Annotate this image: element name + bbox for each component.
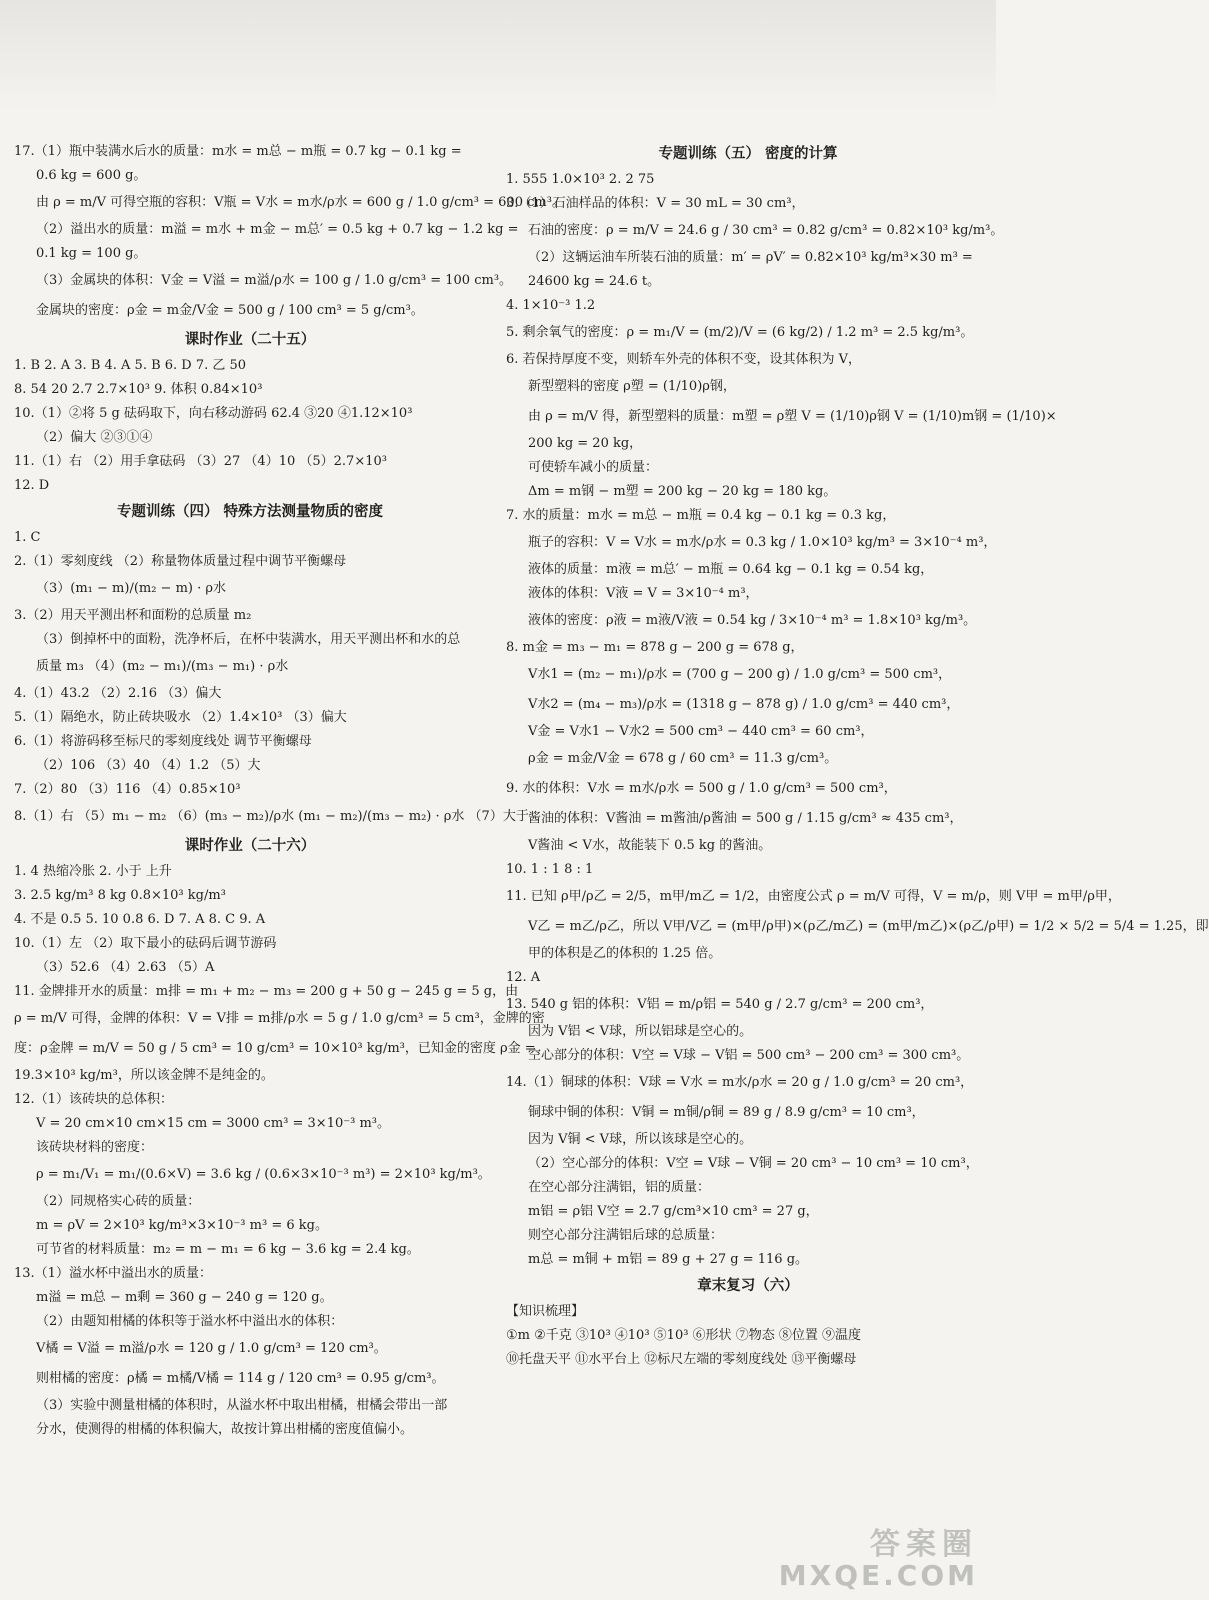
answer-line: 10. 1 : 1 8 : 1 [506,862,594,877]
answer-line: 液体的质量：m液 = m总′ − m瓶 = 0.64 kg − 0.1 kg = 0.54 kg， [528,562,934,577]
answer-line: 【知识梳理】 [506,1304,585,1319]
answer-line: 分水，使测得的柑橘的体积偏大，故按计算出柑橘的密度值偏小。 [36,1422,414,1437]
answer-line: 甲的体积是乙的体积的 1.25 倍。 [528,946,722,961]
answer-line: ⑩托盘天平 ⑪水平台上 ⑫标尺左端的零刻度线处 ⑬平衡螺母 [506,1352,857,1367]
answer-line: 8. m金 = m₃ − m₁ = 878 g − 200 g = 678 g， [506,640,804,655]
answer-line: 则柑橘的密度：ρ橘 = m橘/V橘 = 114 g / 120 cm³ = 0.95 g/cm³。 [36,1371,445,1386]
answer-line: 质量 m₃ （4）(m₂ − m₁)/(m₃ − m₁) · ρ水 [36,659,289,674]
answer-line: V乙 = m乙/ρ乙，所以 V甲/V乙 = (m甲/ρ甲)×(ρ乙/m乙) = (m甲/m乙)×(ρ乙/ρ甲) = 1/2 × 5/2 = 5/4 = 1.25，即 [528,919,1209,934]
answer-line: （3）(m₁ − m)/(m₂ − m) · ρ水 [36,581,227,596]
answer-line: 金属块的密度：ρ金 = m金/V金 = 500 g / 100 cm³ = 5 g/cm³。 [36,303,424,318]
watermark-logo [779,1529,978,1590]
section-heading: 专题训练（四） 特殊方法测量物质的密度 [116,503,384,520]
answer-line: m铝 = ρ铝 V空 = 2.7 g/cm³×10 cm³ = 27 g， [528,1204,819,1219]
watermark-text: 答案圈 [870,1527,978,1563]
answer-line: 10.（1）②将 5 g 砝码取下，向右移动游码 62.4 ③20 ④1.12×10³ [14,406,413,421]
answer-line: V水2 = (m₄ − m₃)/ρ水 = (1318 g − 878 g) / 1.0 g/cm³ = 440 cm³， [528,697,960,712]
answer-line: 液体的体积：V液 = V = 3×10⁻⁴ m³， [528,586,759,601]
answer-line: 8.（1）右 （5）m₁ − m₂ （6）(m₃ − m₂)/ρ水 (m₁ − m₂)/(m₃ − m₂) · ρ水 （7）大于 [14,809,529,824]
answer-line: 5.（1）隔绝水，防止砖块吸水 （2）1.4×10³ （3）偏大 [14,710,347,725]
answer-line: 12. D [14,478,50,493]
answer-line: 24600 kg = 24.6 t。 [528,274,661,289]
answer-line: 由 ρ = m/V 可得空瓶的容积：V瓶 = V水 = m水/ρ水 = 600 g / 1.0 g/cm³ = 600 cm³。 [36,195,565,210]
answer-line: 17.（1）瓶中装满水后水的质量：m水 = m总 − m瓶 = 0.7 kg − 0.1 kg = [14,144,462,159]
answer-line: 7. 水的质量：m水 = m总 − m瓶 = 0.4 kg − 0.1 kg = 0.3 kg， [506,508,896,523]
answer-line: 12. A [506,970,541,985]
answer-line: V = 20 cm×10 cm×15 cm = 3000 cm³ = 3×10⁻³ m³。 [36,1116,390,1131]
answer-line: 度：ρ金牌 = m/V = 50 g / 5 cm³ = 10 g/cm³ = 10×10³ kg/m³，已知金的密度 ρ金 = [14,1041,536,1056]
answer-line: 3.（1）石油样品的体积：V = 30 mL = 30 cm³， [506,196,805,211]
answer-line: （3）倒掉杯中的面粉，洗净杯后，在杯中装满水，用天平测出杯和水的总 [36,632,461,647]
answer-line: V橘 = V溢 = m溢/ρ水 = 120 g / 1.0 g/cm³ = 120 cm³。 [36,1341,387,1356]
answer-line: Δm = m钢 − m塑 = 200 kg − 20 kg = 180 kg。 [528,484,837,499]
answer-line: （2）106 （3）40 （4）1.2 （5）大 [36,758,261,773]
answer-line: ρ = m/V 可得，金牌的体积：V = V排 = m排/ρ水 = 5 g / 1.0 g/cm³ = 5 cm³，金牌的密 [14,1011,545,1026]
answer-line: 8. 54 20 2.7 2.7×10³ 9. 体积 0.84×10³ [14,382,263,397]
answer-line: 13.（1）溢水杯中溢出水的质量： [14,1266,212,1281]
watermark-url: MXQE.COM [778,1558,978,1592]
answer-line: ρ = m₁/V₁ = m₁/(0.6×V) = 3.6 kg / (0.6×3×10⁻³ m³) = 2×10³ kg/m³。 [36,1167,491,1182]
answer-line: ρ金 = m金/V金 = 678 g / 60 cm³ = 11.3 g/cm³。 [528,751,838,766]
answer-line: 则空心部分注满铝后球的总质量： [528,1228,724,1243]
answer-line: 11.（1）右 （2）用手拿砝码 （3）27 （4）10 （5）2.7×10³ [14,454,387,469]
answer-line: 12.（1）该砖块的总体积： [14,1092,173,1107]
answer-line: 0.1 kg = 100 g。 [36,246,147,261]
answer-line: 1. C [14,530,41,545]
answer-line: 1. 4 热缩冷胀 2. 小于 上升 [14,864,172,879]
answer-line: 6.（1）将游码移至标尺的零刻度线处 调节平衡螺母 [14,734,312,749]
answer-line: （3）金属块的体积：V金 = V溢 = m溢/ρ水 = 100 g / 1.0 g/cm³ = 100 cm³。 [36,273,513,288]
answer-line: （2）由题知柑橘的体积等于溢水杯中溢出水的体积： [36,1314,344,1329]
answer-line: 9. 水的体积：V水 = m水/ρ水 = 500 g / 1.0 g/cm³ = 500 cm³， [506,781,897,796]
answer-line: 可使轿车减小的质量： [528,460,659,475]
section-heading: 专题训练（五） 密度的计算 [658,145,838,162]
answer-line: V酱油 < V水，故能装下 0.5 kg 的酱油。 [528,838,772,853]
answer-line: 石油的密度：ρ = m/V = 24.6 g / 30 cm³ = 0.82 g/cm³ = 0.82×10³ kg/m³。 [528,223,1004,238]
section-heading: 章末复习（六） [697,1277,799,1294]
answer-line: 14.（1）铜球的体积：V球 = V水 = m水/ρ水 = 20 g / 1.0 g/cm³ = 20 cm³， [506,1075,974,1090]
answer-line: （2）偏大 ②③①④ [36,430,153,445]
answer-line: 液体的密度：ρ液 = m液/V液 = 0.54 kg / 3×10⁻⁴ m³ = 1.8×10³ kg/m³。 [528,613,977,628]
answer-line: 由 ρ = m/V 得，新型塑料的质量：m塑 = ρ塑 V = (1/10)ρ钢 V = (1/10)m钢 = (1/10)× [528,409,1057,424]
answer-line: V金 = V水1 − V水2 = 500 cm³ − 440 cm³ = 60 cm³， [528,724,874,739]
answer-line: 铜球中铜的体积：V铜 = m铜/ρ铜 = 89 g / 8.9 g/cm³ = 10 cm³， [528,1105,925,1120]
answer-line: 13. 540 g 铝的体积：V铝 = m/ρ铝 = 540 g / 2.7 g/cm³ = 200 cm³， [506,997,934,1012]
answer-line: V水1 = (m₂ − m₁)/ρ水 = (700 g − 200 g) / 1.0 g/cm³ = 500 cm³， [528,667,952,682]
answer-line: 3. 2.5 kg/m³ 8 kg 0.8×10³ kg/m³ [14,888,226,903]
answer-line: m总 = m铜 + m铝 = 89 g + 27 g = 116 g。 [528,1252,809,1267]
section-heading: 课时作业（二十六） [184,837,316,854]
answer-line: 0.6 kg = 600 g。 [36,168,147,183]
answer-line: 6. 若保持厚度不变，则轿车外壳的体积不变，设其体积为 V， [506,352,862,367]
answer-line: 新型塑料的密度 ρ塑 = (1/10)ρ钢， [528,379,736,394]
answer-line: 空心部分的体积：V空 = V球 − V铝 = 500 cm³ − 200 cm³ = 300 cm³。 [528,1048,970,1063]
answer-line: 7.（2）80 （3）116 （4）0.85×10³ [14,782,241,797]
section-heading: 课时作业（二十五） [184,331,316,348]
answer-line: 瓶子的容积：V = V水 = m水/ρ水 = 0.3 kg / 1.0×10³ kg/m³ = 3×10⁻⁴ m³， [528,535,997,550]
answer-line: ①m ②千克 ③10³ ④10³ ⑤10³ ⑥形状 ⑦物态 ⑧位置 ⑨温度 [506,1328,861,1343]
answer-line: 10.（1）左 （2）取下最小的砝码后调节游码 [14,936,277,951]
right-column [506,140,1209,1372]
answer-line: （2）溢出水的质量：m溢 = m水 + m金 − m总′ = 0.5 kg + 0.7 kg − 1.2 kg = [36,222,519,237]
answer-line: （2）同规格实心砖的质量： [36,1194,201,1209]
answer-line: 11. 已知 ρ甲/ρ乙 = 2/5，m甲/m乙 = 1/2，由密度公式 ρ = m/V 可得，V = m/ρ，则 V甲 = m甲/ρ甲， [506,889,1121,904]
answer-line: 1. B 2. A 3. B 4. A 5. B 6. D 7. 乙 50 [14,358,247,373]
answer-line: 19.3×10³ kg/m³，所以该金牌不是纯金的。 [14,1068,274,1083]
answer-line: 1. 555 1.0×10³ 2. 2 75 [506,172,655,187]
answer-line: 在空心部分注满铝，铝的质量： [528,1180,711,1195]
answer-line: 因为 V铝 < V球，所以铝球是空心的。 [528,1024,753,1039]
answer-line: 该砖块材料的密度： [36,1140,154,1155]
scan-top-band [0,0,996,110]
answer-line: 4.（1）43.2 （2）2.16 （3）偏大 [14,686,222,701]
answer-line: 3.（2）用天平测出杯和面粉的总质量 m₂ [14,608,252,623]
answer-line: 5. 剩余氧气的密度：ρ = m₁/V = (m/2)/V = (6 kg/2) / 1.2 m³ = 2.5 kg/m³。 [506,325,974,340]
answer-line: （3）52.6 （4）2.63 （5）A [36,960,215,975]
answer-line: （2）这辆运油车所装石油的质量：m′ = ρV′ = 0.82×10³ kg/m³×30 m³ = [528,250,973,265]
answer-line: m溢 = m总 − m剩 = 360 g − 240 g = 120 g。 [36,1290,333,1305]
answer-line: 酱油的体积：V酱油 = m酱油/ρ酱油 = 500 g / 1.15 g/cm³ ≈ 435 cm³， [528,811,963,826]
answer-line: 200 kg = 20 kg， [528,436,643,451]
answer-line: （2）空心部分的体积：V空 = V球 − V铜 = 20 cm³ − 10 cm³ = 10 cm³， [528,1156,979,1171]
answer-line: （3）实验中测量柑橘的体积时，从溢水杯中取出柑橘，柑橘会带出一部 [36,1398,448,1413]
answer-line: 11. 金牌排开水的质量：m排 = m₁ + m₂ − m₃ = 200 g + 50 g − 245 g = 5 g，由 [14,984,519,999]
answer-line: 4. 1×10⁻³ 1.2 [506,298,596,313]
answer-line: m = ρV = 2×10³ kg/m³×3×10⁻³ m³ = 6 kg。 [36,1218,328,1233]
answer-line: 因为 V铜 < V球，所以该球是空心的。 [528,1132,753,1147]
answer-line: 可节省的材料质量：m₂ = m − m₁ = 6 kg − 3.6 kg = 2.4 kg。 [36,1242,420,1257]
answer-line: 2.（1）零刻度线 （2）称量物体质量过程中调节平衡螺母 [14,554,347,569]
answer-line: 4. 不是 0.5 5. 10 0.8 6. D 7. A 8. C 9. A [14,912,266,927]
